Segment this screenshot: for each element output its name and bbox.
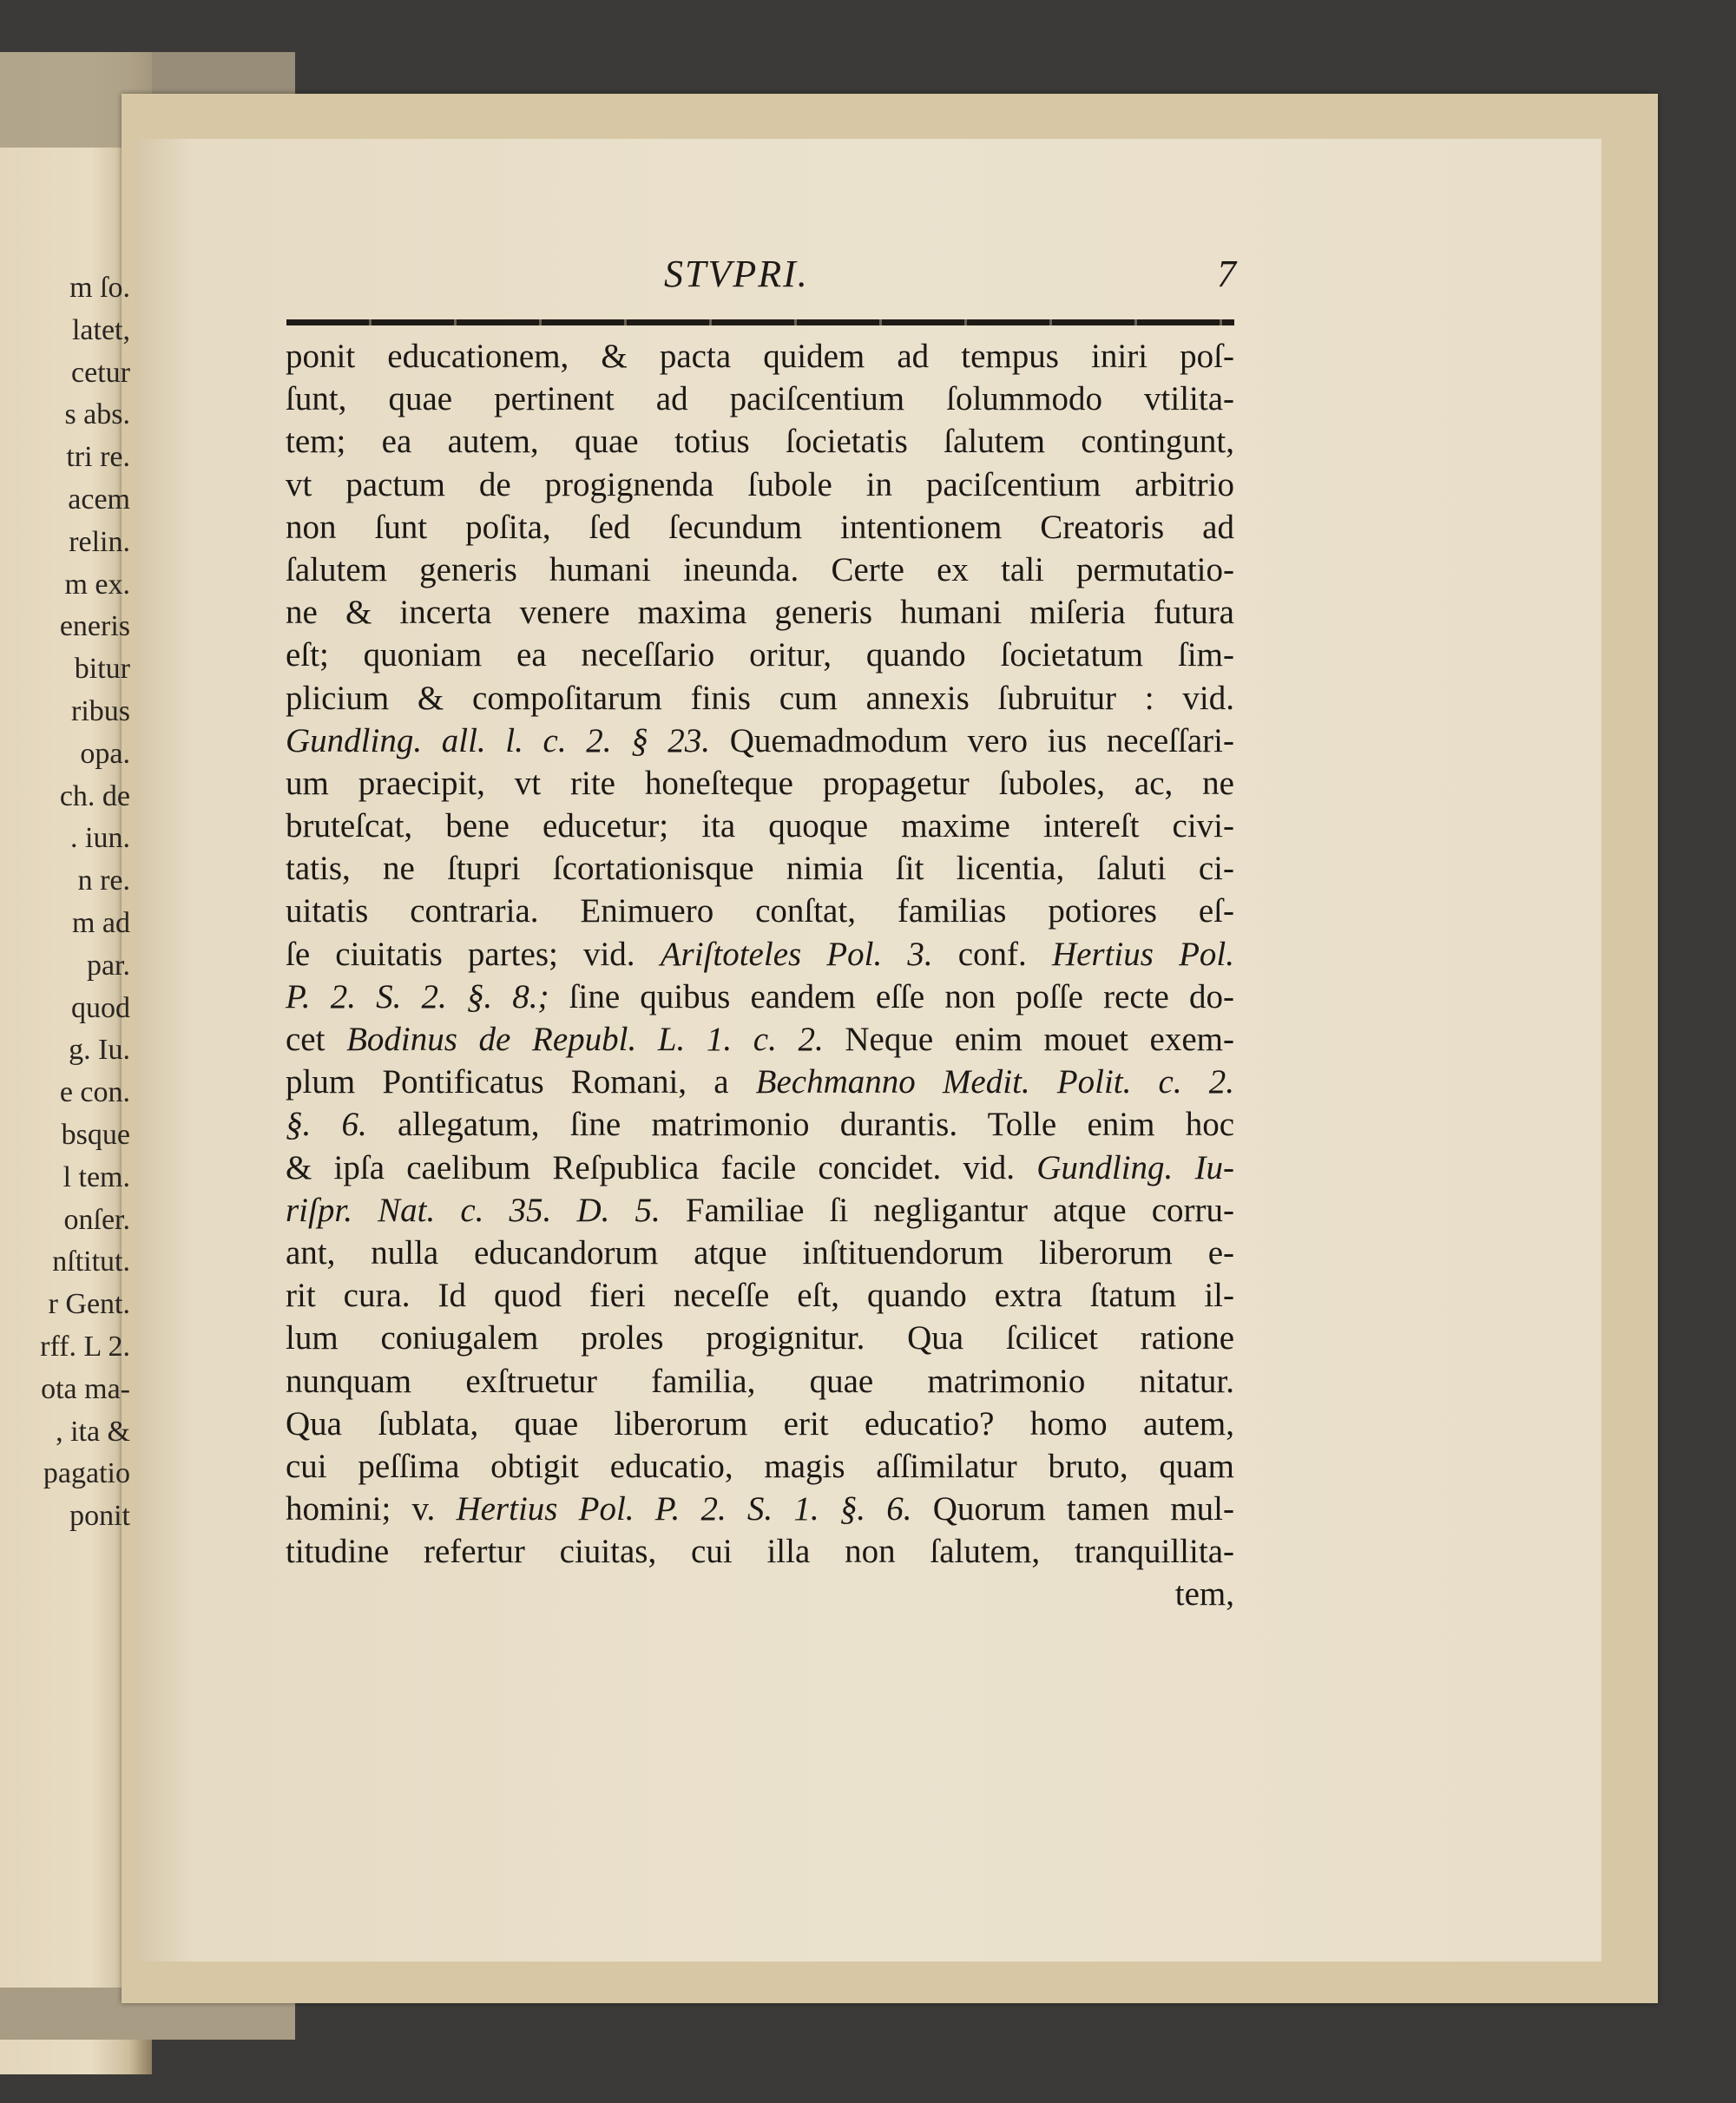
citation: Hertius Pol. P. 2. S. 1. §. 6. <box>456 1490 912 1528</box>
text-line <box>286 1317 1234 1359</box>
left-page-fragment: par. <box>86 949 130 982</box>
left-page-fragment: ponit <box>69 1500 130 1533</box>
text-segment: ſine quibus eandem eſſe non poſſe recte do- <box>549 977 1234 1015</box>
text-line <box>286 463 1234 506</box>
text-segment: tem; ea autem, quae totius ſocietatis ſalutem contingunt, <box>286 423 1234 461</box>
text-segment: tatis, ne ſtupri ſcortationisque nimia ſit licentia, ſaluti ci- <box>286 850 1234 888</box>
text-segment: rit cura. Id quod fieri neceſſe eſt, quando extra ſtatum il- <box>286 1277 1234 1315</box>
text-line <box>286 1189 1234 1232</box>
text-segment: ſunt, quae pertinent ad paciſcentium ſolummodo vtilita- <box>286 380 1234 418</box>
left-page-fragment: quod <box>71 991 130 1024</box>
text-segment: Familiae ſi negligantur atque corru- <box>660 1191 1234 1229</box>
left-page-fragment: s abs. <box>64 398 130 431</box>
citation: §. 6. <box>286 1106 367 1144</box>
text-segment: non ſunt poſita, ſed ſecundum intentionem Creatoris ad <box>286 508 1234 546</box>
text-line <box>286 506 1234 549</box>
text-line <box>286 677 1234 720</box>
catchword: tem, <box>1174 1575 1234 1613</box>
text-line <box>286 890 1234 932</box>
text-line <box>286 1530 1234 1573</box>
text-segment: plum Pontificatus Romani, a <box>286 1063 756 1101</box>
text-line <box>286 1061 1234 1103</box>
citation: P. 2. S. 2. §. 8.; <box>286 977 549 1015</box>
left-page-fragment: m ſo. <box>69 272 130 304</box>
left-page-fragment: rff. L 2. <box>40 1330 130 1363</box>
text-line <box>286 1488 1234 1530</box>
left-page-fragment: e con. <box>59 1076 130 1109</box>
text-segment: ant, nulla educandorum atque inſtituendorum liberorum e- <box>286 1233 1234 1272</box>
text-line <box>286 762 1234 805</box>
left-page-fragment: m ex. <box>64 568 130 601</box>
text-line <box>286 976 1234 1018</box>
left-page-fragment: pagatio <box>43 1457 130 1490</box>
left-page-fragment: onſer. <box>63 1203 130 1236</box>
text-line <box>286 1147 1234 1189</box>
left-page-fragment: acem <box>68 483 130 516</box>
left-page-fragment: r Gent. <box>48 1288 130 1321</box>
text-segment: allegatum, ſine matrimonio durantis. Tolle enim hoc <box>366 1106 1234 1144</box>
text-segment: homini; v. <box>286 1490 457 1528</box>
citation: Hertius Pol. <box>1051 935 1234 973</box>
text-line <box>286 1232 1234 1274</box>
text-segment: Quemadmodum vero ius neceſſari- <box>710 721 1234 759</box>
text-segment: plicium & compoſitarum finis cum annexis ſubruitur : vid. <box>286 679 1234 717</box>
left-page-fragment: ch. de <box>59 779 130 812</box>
left-page-fragment: bsque <box>61 1118 130 1151</box>
left-page-fragment: tri re. <box>66 441 130 474</box>
left-page-fragment: nſtitut. <box>52 1245 130 1278</box>
left-page-fragment: eneris <box>59 610 130 643</box>
text-segment: eſt; quoniam ea neceſſario oritur, quando ſocietatum ſim- <box>286 636 1234 674</box>
text-segment: lum coniugalem proles progignitur. Qua ſcilicet ratione <box>286 1319 1234 1357</box>
text-line <box>286 634 1234 676</box>
text-segment: nunquam exſtruetur familia, quae matrimonio nitatur. <box>286 1362 1234 1400</box>
left-page-fragment: . iun. <box>70 822 130 855</box>
left-page-fragment: m ad <box>71 906 130 939</box>
citation: Gundling. all. l. c. 2. § 23. <box>286 721 711 759</box>
text-line <box>286 549 1234 591</box>
text-line <box>286 335 1234 378</box>
text-line <box>286 847 1234 890</box>
text-segment: ſe ciuitatis partes; vid. <box>286 935 661 973</box>
text-line <box>286 933 1234 976</box>
citation: Gundling. Iu- <box>1036 1148 1234 1186</box>
left-page-fragment: ota ma- <box>41 1372 130 1405</box>
text-line <box>286 1403 1234 1445</box>
text-segment: ponit educationem, & pacta quidem ad tempus iniri poſ- <box>286 338 1234 375</box>
text-line <box>286 805 1234 847</box>
text-segment: um praecipit, vt rite honeſteque propagetur ſuboles, ac, ne <box>286 764 1234 802</box>
text-segment: ne & incerta venere maxima generis humani miſeria futura <box>286 594 1234 632</box>
text-segment: cet <box>286 1021 347 1058</box>
citation: Bodinus de Republ. L. 1. c. 2. <box>346 1021 824 1058</box>
text-segment: & ipſa caelibum Reſpublica facile concidet. vid. <box>286 1148 1037 1186</box>
left-page-fragment: , ita & <box>56 1415 130 1448</box>
text-line <box>286 591 1234 634</box>
text-segment: bruteſcat, bene educetur; ita quoque maxime intereſt civi- <box>286 807 1234 845</box>
left-page-fragment: ribus <box>71 694 130 727</box>
text-line <box>286 1274 1234 1317</box>
left-page-fragment: g. Iu. <box>69 1034 130 1067</box>
text-line <box>286 1445 1234 1488</box>
header-rule <box>286 319 1234 325</box>
text-line <box>286 1018 1234 1061</box>
left-page-fragment: l tem. <box>62 1160 130 1193</box>
left-page-fragment: n re. <box>77 864 130 897</box>
text-segment: uitatis contraria. Enimuero conſtat, familias potiores eſ- <box>286 892 1234 930</box>
citation: Bechmanno Medit. Polit. c. 2. <box>755 1063 1235 1101</box>
text-line <box>286 378 1234 420</box>
left-page-fragment: latet, <box>71 313 130 346</box>
citation: Ariſtoteles Pol. 3. <box>660 935 933 973</box>
left-page-fragment: relin. <box>69 525 130 558</box>
text-segment: Neque enim mouet exem- <box>823 1021 1234 1058</box>
citation: riſpr. Nat. c. 35. D. 5. <box>286 1191 661 1229</box>
running-head: STVPRI. <box>664 253 809 295</box>
text-line <box>286 1103 1234 1146</box>
body-text <box>286 335 1234 1616</box>
text-segment: conf. <box>932 935 1052 973</box>
page-number: 7 <box>1217 253 1236 295</box>
left-page-fragment: opa. <box>80 737 130 770</box>
left-page-fragment: bitur <box>74 653 130 686</box>
text-segment: ſalutem generis humani ineunda. Certe ex tali permutatio- <box>286 550 1234 588</box>
text-segment: Quorum tamen mul- <box>911 1490 1235 1528</box>
text-line <box>286 1360 1234 1403</box>
text-segment: titudine refertur ciuitas, cui illa non ſalutem, tranquillita- <box>286 1533 1234 1571</box>
left-page-text-fragments <box>0 267 130 1538</box>
text-line <box>286 420 1234 463</box>
text-segment: vt pactum de progignenda ſubole in paciſcentium arbitrio <box>286 465 1234 503</box>
left-page-fragment: cetur <box>71 356 130 389</box>
text-line <box>286 720 1234 762</box>
text-segment: Qua ſublata, quae liberorum erit educatio? homo autem, <box>286 1404 1234 1443</box>
text-segment: cui peſſima obtigit educatio, magis aſſimilatur bruto, quam <box>286 1447 1234 1485</box>
